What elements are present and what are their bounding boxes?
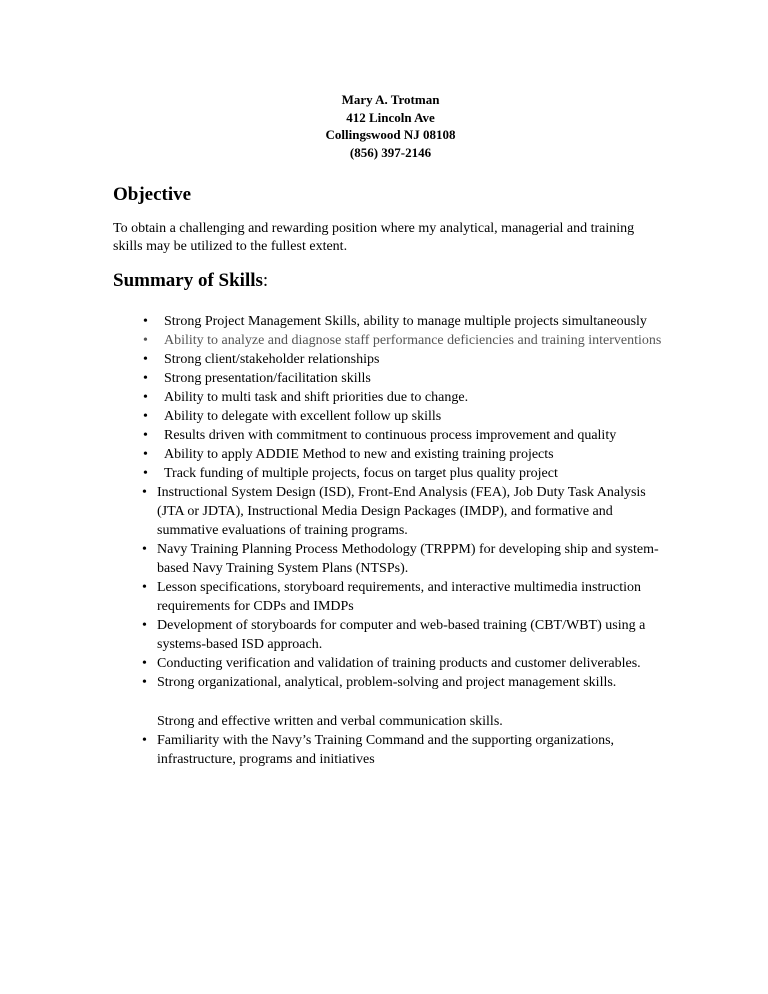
list-item [0, 578, 667, 616]
skill-text: Strong presentation/facilitation skills [164, 371, 371, 386]
bullet-icon: • [143, 352, 148, 367]
list-item [0, 483, 667, 540]
skill-text: Familiarity with the Navy’s Training Command and the supporting organizations, infrastructure, programs and initiatives [157, 733, 615, 767]
list-item [0, 426, 664, 445]
contact-name: Mary A. Trotman [341, 92, 440, 107]
contact-header [0, 91, 768, 161]
bullet-icon: • [143, 390, 148, 405]
list-item [0, 673, 667, 692]
list-item [0, 350, 664, 369]
skill-text: Strong client/stakeholder relationships [164, 352, 380, 367]
skill-text: Ability to delegate with excellent follow up skills [164, 409, 442, 424]
bullet-icon: • [142, 580, 147, 595]
list-item [0, 407, 664, 426]
skill-text: Ability to multi task and shift priorities due to change. [164, 390, 469, 405]
bullet-icon: • [143, 371, 148, 386]
skill-text: Development of storyboards for computer and web-based training (CBT/WBT) using a systems-based ISD approach. [157, 618, 646, 652]
list-item [0, 712, 667, 731]
contact-street: 412 Lincoln Ave [346, 109, 435, 125]
skill-text: Instructional System Design (ISD), Front-End Analysis (FEA), Job Duty Task Analysis (JTA or JDTA), Instructional Media Design Packages (IMDP), and formative and summative evaluations of training programs. [157, 485, 646, 538]
skill-text: Results driven with commitment to continuous process improvement and quality [164, 428, 617, 443]
list-item [0, 445, 664, 464]
summary-heading-colon: : [262, 270, 269, 291]
objective-text: To obtain a challenging and rewarding position where my analytical, managerial and training skills may be utilized to the fullest extent. [113, 221, 635, 254]
list-item [0, 312, 664, 331]
summary-heading-text: Summary of Skills [113, 270, 263, 291]
bullet-icon: • [142, 733, 147, 748]
list-item [0, 369, 664, 388]
list-item [0, 540, 667, 578]
contact-phone: (856) 397-2146 [349, 144, 432, 160]
bullet-icon: • [143, 466, 148, 481]
list-item [0, 731, 667, 769]
objective-heading: Objective [113, 184, 192, 205]
skill-text: Conducting verification and validation of training products and customer deliverables. [157, 656, 641, 671]
bullet-icon: • [142, 618, 147, 633]
bullet-icon: • [143, 314, 148, 329]
skill-text: Strong organizational, analytical, problem-solving and project management skills. [157, 675, 617, 690]
list-item [0, 464, 664, 483]
list-item [0, 388, 664, 407]
bullet-icon: • [142, 656, 147, 671]
bullet-icon: • [143, 333, 148, 348]
list-spacer [0, 692, 664, 712]
list-item [0, 616, 667, 654]
skill-text: Strong and effective written and verbal communication skills. [157, 714, 503, 729]
skill-text: Strong Project Management Skills, ability to manage multiple projects simultaneously [164, 314, 647, 329]
bullet-icon: • [143, 409, 148, 424]
bullet-icon: • [142, 675, 147, 690]
list-item [0, 654, 667, 673]
bullet-icon: • [142, 485, 147, 500]
bullet-icon: • [143, 428, 148, 443]
contact-city: Collingswood NJ 08108 [325, 127, 456, 142]
skill-text: Lesson specifications, storyboard requirements, and interactive multimedia instruction requirements for CDPs and IMDPs [157, 580, 642, 614]
list-item [0, 331, 664, 350]
skill-text: Navy Training Planning Process Methodology (TRPPM) for developing ship and system-based Navy Training System Plans (NTSPs). [157, 542, 659, 576]
skill-text: Ability to apply ADDIE Method to new and existing training projects [164, 447, 554, 462]
bullet-icon: • [142, 542, 147, 557]
skill-text: Track funding of multiple projects, focus on target plus quality project [164, 466, 558, 481]
summary-heading [113, 270, 268, 292]
bullet-icon: • [143, 447, 148, 462]
skills-list [0, 312, 768, 769]
skill-text: Ability to analyze and diagnose staff performance deficiencies and training interventions [164, 333, 662, 348]
